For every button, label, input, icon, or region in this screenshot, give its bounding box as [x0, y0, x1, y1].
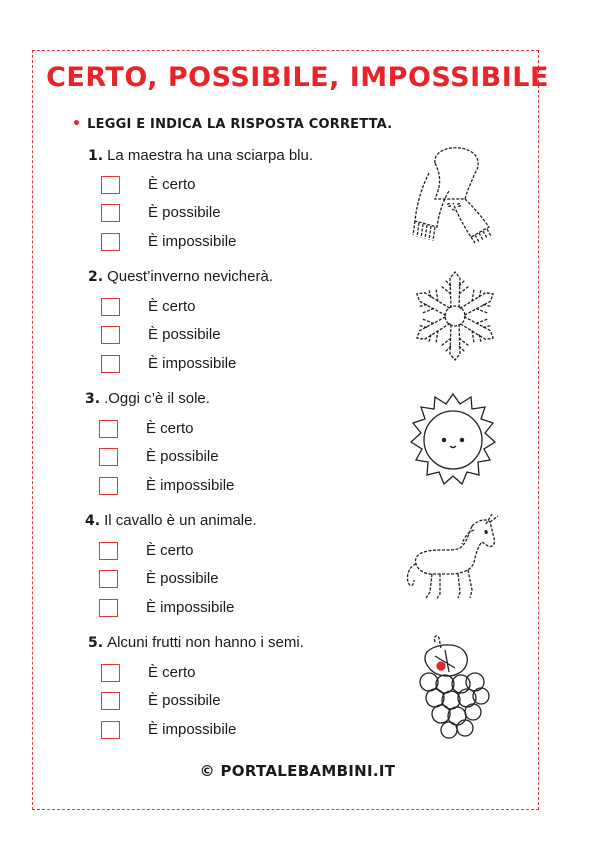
option-label: È possibile: [146, 570, 219, 587]
sun-icon: [402, 392, 504, 488]
option-checkbox[interactable]: [101, 233, 120, 251]
question-3: [85, 390, 210, 407]
question-number: 3.: [85, 391, 101, 407]
option-label: È certo: [148, 664, 196, 681]
option-label: È certo: [148, 298, 196, 315]
question-number: 1.: [88, 148, 104, 164]
scarf-icon: [405, 143, 500, 245]
option-label: È certo: [146, 420, 194, 437]
option-label: È impossibile: [148, 355, 237, 372]
option-checkbox[interactable]: [101, 721, 120, 739]
option-checkbox[interactable]: [99, 599, 118, 617]
option-checkbox[interactable]: [99, 477, 118, 495]
page-title: CERTO, POSSIBILE, IMPOSSIBILE: [46, 62, 549, 93]
snowflake-icon: [405, 270, 505, 362]
question-number: 5.: [88, 635, 104, 651]
instruction-text: LEGGI E INDICA LA RISPOSTA CORRETTA.: [87, 117, 393, 132]
option-label: È possibile: [148, 326, 221, 343]
option-checkbox[interactable]: [101, 204, 120, 222]
question-text: Quest’inverno nevicherà.: [107, 268, 273, 285]
instruction: [72, 116, 392, 132]
option-checkbox[interactable]: [101, 176, 120, 194]
bullet-icon: •: [72, 116, 82, 132]
option-label: È impossibile: [148, 721, 237, 738]
question-number: 2.: [88, 269, 104, 285]
footer-credit: © PORTALEBAMBINI.IT: [199, 762, 396, 780]
question-text: Il cavallo è un animale.: [104, 512, 257, 529]
question-number: 4.: [85, 513, 101, 529]
option-checkbox[interactable]: [101, 692, 120, 710]
question-1: [88, 147, 313, 164]
question-text: .Oggi c’è il sole.: [104, 390, 210, 407]
question-4: [85, 512, 257, 529]
question-text: Alcuni frutti non hanno i semi.: [107, 634, 304, 651]
option-checkbox[interactable]: [99, 570, 118, 588]
horse-icon: [402, 512, 504, 612]
option-label: È impossibile: [148, 233, 237, 250]
option-label: È certo: [146, 542, 194, 559]
option-checkbox[interactable]: [99, 542, 118, 560]
option-label: È possibile: [146, 448, 219, 465]
option-checkbox[interactable]: [99, 420, 118, 438]
option-label: È possibile: [148, 692, 221, 709]
option-checkbox[interactable]: [101, 664, 120, 682]
question-5: [88, 634, 304, 651]
question-2: [88, 268, 273, 285]
option-checkbox[interactable]: [101, 326, 120, 344]
option-label: È impossibile: [146, 477, 235, 494]
option-checkbox[interactable]: [99, 448, 118, 466]
option-checkbox[interactable]: [101, 355, 120, 373]
option-label: È certo: [148, 176, 196, 193]
question-text: La maestra ha una sciarpa blu.: [107, 147, 314, 164]
grapes-icon: [405, 632, 497, 742]
option-label: È impossibile: [146, 599, 235, 616]
option-checkbox[interactable]: [101, 298, 120, 316]
option-label: È possibile: [148, 204, 221, 221]
